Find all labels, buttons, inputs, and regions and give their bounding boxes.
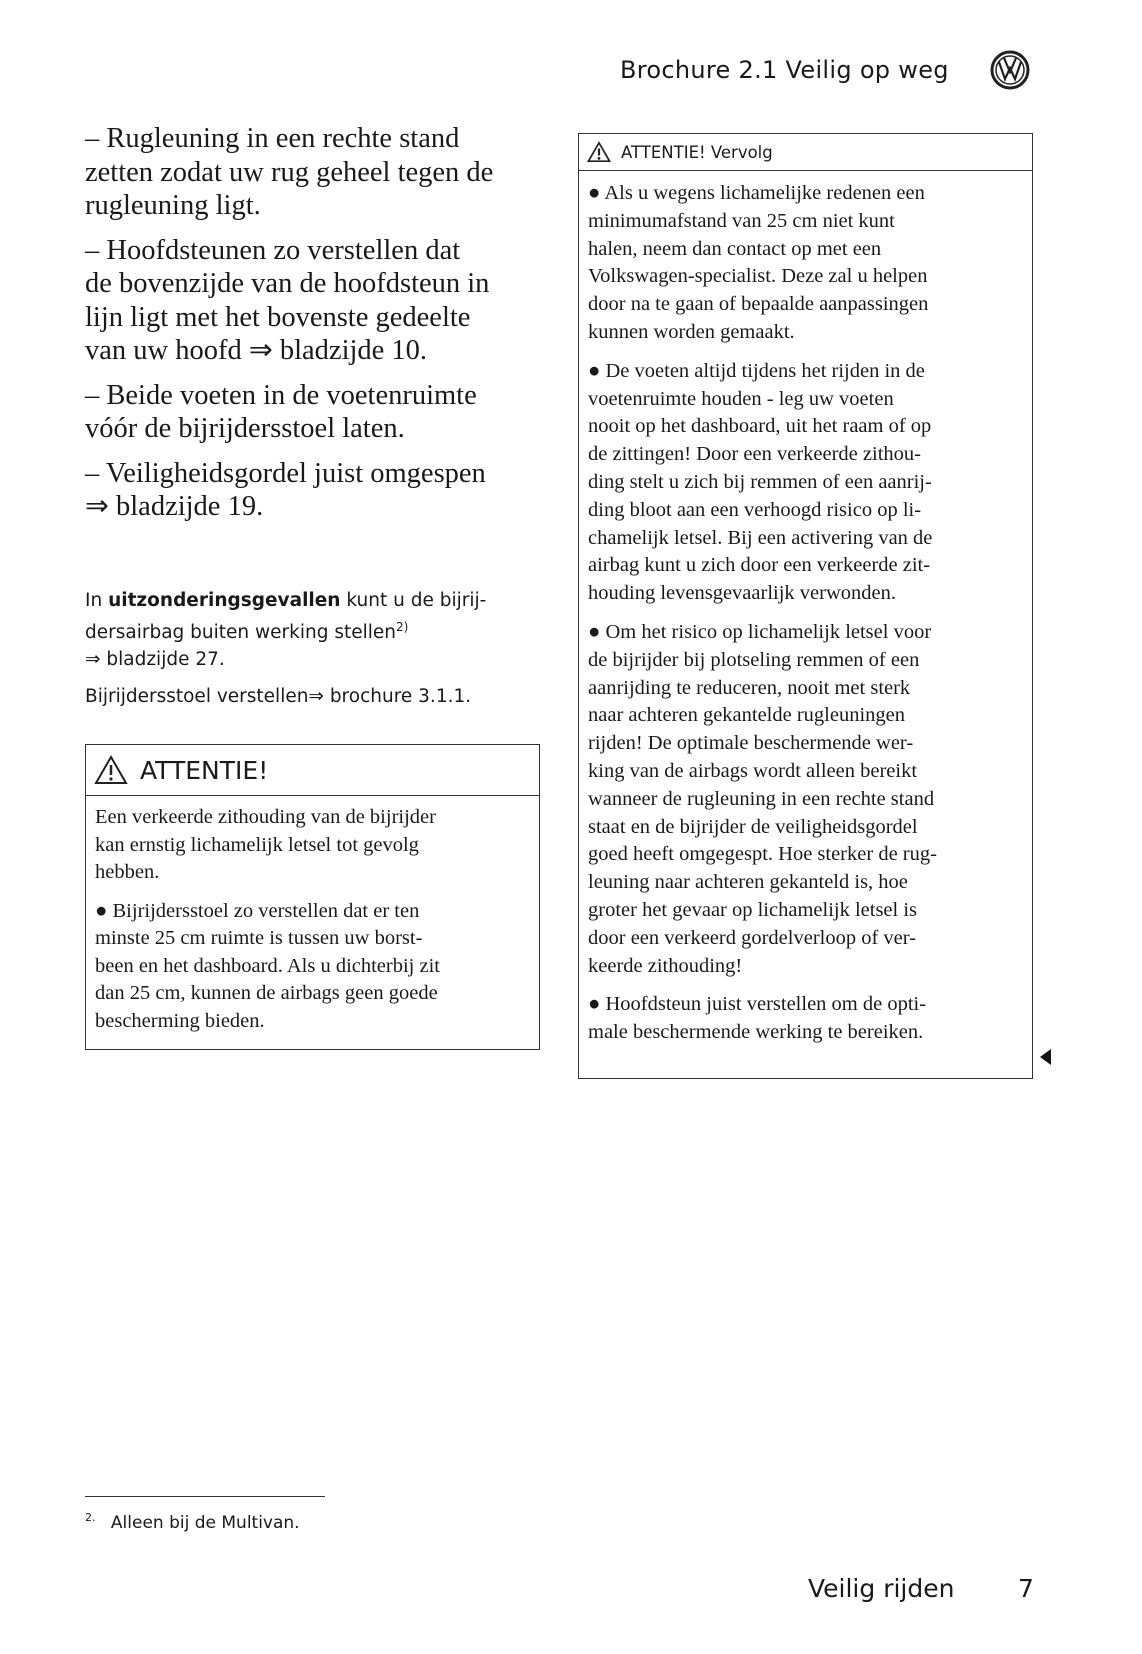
text-line: Volkswagen-specialist. Deze zal u helpen xyxy=(588,265,928,288)
warning-continued-box xyxy=(578,133,1033,1079)
note-prefix: In xyxy=(85,590,109,611)
text-line: dan 25 cm, kunnen de airbags geen goede xyxy=(95,982,438,1004)
text-line: de bovenzijde van de hoofdsteun in xyxy=(85,268,490,299)
warning-continued-title: ATTENTIE! Vervolg xyxy=(621,142,773,162)
text-line: keerde zithouding! xyxy=(588,954,743,977)
text-line: rugleuning ligt. xyxy=(85,190,261,221)
text-line: ● Bijrijdersstoel zo verstellen dat er ten xyxy=(95,899,420,922)
text-line: ding stelt u zich bij remmen of een aanrij- xyxy=(588,470,932,493)
note-line2: dersairbag buiten werking stellen xyxy=(85,622,396,644)
warning-paragraph xyxy=(588,991,1032,1047)
warning-paragraph xyxy=(588,619,1032,980)
step-item xyxy=(85,457,545,524)
text-line: ding bloot aan een verhoogd risico op li- xyxy=(588,498,922,521)
footnote-divider xyxy=(85,1496,325,1497)
footer-section: Veilig rijden xyxy=(808,1574,955,1603)
step-item xyxy=(85,122,545,223)
text-line: ● Hoofdsteun juist verstellen om de opti- xyxy=(588,993,927,1016)
text-line: kunnen worden gemaakt. xyxy=(588,320,795,343)
text-line: been en het dashboard. Als u dichterbij zit xyxy=(95,954,440,977)
note-bold: uitzonderingsgevallen xyxy=(108,590,341,611)
text-line: voetenruimte houden - leg uw voeten xyxy=(588,387,894,410)
text-line: minste 25 cm ruimte is tussen uw borst- xyxy=(95,927,423,949)
text-line: van uw hoofd ⇒ bladzijde 10. xyxy=(85,335,428,366)
warning-triangle-icon xyxy=(587,141,611,163)
text-line: minimumafstand van 25 cm niet kunt xyxy=(588,209,895,232)
text-line: ⇒ bladzijde 19. xyxy=(85,491,264,522)
text-line: chamelijk letsel. Bij een activering van de xyxy=(588,526,933,549)
warning-box xyxy=(85,744,540,1050)
text-line: kan ernstig lichamelijk letsel tot gevolg xyxy=(95,833,419,856)
text-line: – Hoofdsteunen zo verstellen dat xyxy=(85,234,461,266)
footnote xyxy=(85,1511,300,1533)
text-line: – Rugleuning in een rechte stand xyxy=(85,123,460,154)
end-marker-icon xyxy=(1040,1049,1051,1065)
warning-paragraph xyxy=(588,358,1032,608)
text-line: houding levensgevaarlijk verwonden. xyxy=(588,582,896,605)
warning-paragraph xyxy=(588,180,1032,347)
text-line: – Beide voeten in de voetenruimte xyxy=(85,379,477,411)
text-line: bescherming bieden. xyxy=(95,1009,265,1032)
text-line: door een verkeerd gordelverloop of ver- xyxy=(588,926,917,949)
text-line: ● Om het risico op lichamelijk letsel voor xyxy=(588,620,932,643)
text-line: aanrijding te reduceren, nooit met sterk xyxy=(588,676,911,699)
warning-paragraph xyxy=(95,804,539,887)
text-line: groter het gevaar op lichamelijk letsel is xyxy=(588,898,918,921)
text-line: ● Als u wegens lichamelijke redenen een xyxy=(588,182,925,204)
text-line: Een verkeerde zithouding van de bijrijder xyxy=(95,806,436,828)
text-line: goed heeft omgegespt. Hoe sterker de rug- xyxy=(588,843,937,866)
text-line: airbag kunt u zich door een verkeerde zit- xyxy=(588,554,931,577)
text-line: ● De voeten altijd tijdens het rijden in de xyxy=(588,359,925,382)
text-line: nooit op het dashboard, uit het raam of op xyxy=(588,415,932,438)
text-line: wanneer de rugleuning in een rechte stand xyxy=(588,787,935,810)
footnote-ref[interactable]: 2) xyxy=(396,620,409,634)
text-line: rijden! De optimale beschermende wer- xyxy=(588,732,914,755)
warning-continued-header xyxy=(579,134,1032,171)
text-line: lijn ligt met het bovenste gedeelte xyxy=(85,301,471,333)
warning-header xyxy=(86,745,539,796)
page-header-title: Brochure 2.1 Veilig op weg xyxy=(620,56,949,84)
page-number: 7 xyxy=(1018,1574,1034,1603)
text-line: naar achteren gekantelde rugleuningen xyxy=(588,704,906,727)
brochure-reference[interactable]: Bijrijdersstoel verstellen⇒ brochure 3.1.1. xyxy=(85,686,472,707)
text-line: halen, neem dan contact op met een xyxy=(588,237,882,260)
warning-body xyxy=(86,796,539,1035)
footnote-text: Alleen bij de Multivan. xyxy=(110,1512,300,1533)
exception-note xyxy=(85,587,545,673)
vw-logo-icon xyxy=(990,50,1030,90)
warning-paragraph xyxy=(95,898,539,1036)
footnote-mark: 2. xyxy=(85,1511,96,1524)
text-line: leuning naar achteren gekanteld is, hoe xyxy=(588,871,908,894)
text-line: vóór de bijrijdersstoel laten. xyxy=(85,413,405,444)
text-line: hebben. xyxy=(95,861,160,883)
warning-triangle-icon xyxy=(94,755,128,785)
text-line: staat en de bijrijder de veiligheidsgordel xyxy=(588,815,918,838)
text-line: door na te gaan of bepaalde aanpassingen xyxy=(588,293,929,316)
step-item xyxy=(85,379,545,446)
warning-title: ATTENTIE! xyxy=(140,755,269,785)
warning-continued-body xyxy=(579,171,1032,1047)
text-line: male beschermende werking te bereiken. xyxy=(588,1021,924,1044)
text-line: de bijrijder bij plotseling remmen of een xyxy=(588,648,920,671)
text-line: – Veiligheidsgordel juist omgespen xyxy=(85,457,486,489)
note-rest: kunt u de bijrij- xyxy=(340,590,487,611)
step-list xyxy=(85,122,545,535)
text-line: zetten zodat uw rug geheel tegen de xyxy=(85,156,494,188)
text-line: de zittingen! Door een verkeerde zithou- xyxy=(588,443,921,466)
text-line: king van de airbags wordt alleen bereikt xyxy=(588,759,918,782)
note-page-link[interactable]: ⇒ bladzijde 27. xyxy=(85,649,225,671)
step-item xyxy=(85,234,545,368)
